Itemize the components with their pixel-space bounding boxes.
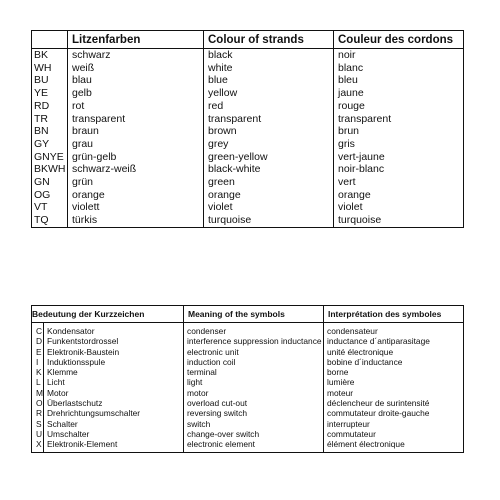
cell-german: violett — [68, 201, 204, 214]
strand-table-row — [32, 74, 464, 87]
cell-german: transparent — [68, 113, 204, 126]
symbol-table-row — [32, 357, 464, 367]
symbol-table-row — [32, 367, 464, 377]
strand-table-row — [32, 49, 464, 62]
cell-french: turquoise — [334, 214, 464, 227]
cell-english: turquoise — [204, 214, 334, 227]
strand-english-header: Colour of strands — [204, 31, 334, 49]
cell-english: change-over switch — [184, 429, 324, 439]
cell-french: blanc — [334, 62, 464, 75]
cell-german: braun — [68, 125, 204, 138]
cell-code: WH — [34, 61, 52, 74]
symbol-table-row — [32, 419, 464, 429]
symbol-table-row — [32, 388, 464, 398]
strand-german-header: Litzenfarben — [68, 31, 204, 49]
cell-english: green — [204, 176, 334, 189]
cell-french: condensateur — [324, 323, 464, 337]
strand-table-row — [32, 201, 464, 214]
cell-german: orange — [68, 189, 204, 202]
cell-german: Elektronik-Element — [44, 439, 184, 452]
cell-english: light — [184, 377, 324, 387]
cell-code: VT — [34, 201, 48, 214]
cell-french: jaune — [334, 87, 464, 100]
cell-english: interference suppression inductance — [184, 336, 324, 346]
cell-code: TQ — [34, 214, 49, 227]
symbol-german-header: Bedeutung der Kurzzeichen — [32, 306, 184, 323]
cell-french: élément électronique — [324, 439, 464, 452]
cell-english: blue — [204, 74, 334, 87]
cell-german: Funkentstordrossel — [44, 336, 184, 346]
cell-german: Elektronik-Baustein — [44, 347, 184, 357]
cell-french: commutateur — [324, 429, 464, 439]
symbol-table-row — [32, 439, 464, 452]
cell-english: terminal — [184, 367, 324, 377]
cell-code: GY — [34, 137, 50, 150]
symbol-table-row — [32, 377, 464, 387]
cell-code: RD — [34, 99, 50, 112]
symbol-table-row — [32, 336, 464, 346]
cell-german: türkis — [68, 214, 204, 227]
strand-table-body — [32, 49, 464, 228]
symbol-french-header: Interprétation des symboles — [324, 306, 464, 323]
cell-french: bobine d´inductance — [324, 357, 464, 367]
symbol-table-header-row — [32, 306, 464, 323]
cell-french: rouge — [334, 100, 464, 113]
cell-german: blau — [68, 74, 204, 87]
strand-table-header-row — [32, 31, 464, 49]
cell-french: inductance d´antiparasitage — [324, 336, 464, 346]
cell-german: rot — [68, 100, 204, 113]
symbol-table-row — [32, 408, 464, 418]
cell-code: GNYE — [34, 150, 64, 163]
cell-german: Licht — [44, 377, 184, 387]
cell-french: moteur — [324, 388, 464, 398]
symbol-meaning-table — [31, 305, 464, 453]
strand-table-row — [32, 176, 464, 189]
cell-english: black-white — [204, 163, 334, 176]
cell-french: brun — [334, 125, 464, 138]
cell-french: déclencheur de surintensité — [324, 398, 464, 408]
cell-english: reversing switch — [184, 408, 324, 418]
cell-german: grün-gelb — [68, 151, 204, 164]
cell-german: grau — [68, 138, 204, 151]
cell-german: Motor — [44, 388, 184, 398]
cell-code: U — [36, 428, 43, 439]
cell-code: O — [36, 398, 43, 409]
cell-german: Induktionsspule — [44, 357, 184, 367]
cell-french: orange — [334, 189, 464, 202]
cell-english: electronic unit — [184, 347, 324, 357]
cell-french: transparent — [334, 113, 464, 126]
cell-english: grey — [204, 138, 334, 151]
cell-english: motor — [184, 388, 324, 398]
strand-table-row — [32, 87, 464, 100]
symbol-table-row — [32, 323, 464, 337]
cell-english: white — [204, 62, 334, 75]
cell-french: vert-jaune — [334, 151, 464, 164]
cell-french: unité électronique — [324, 347, 464, 357]
cell-code: L — [36, 377, 41, 388]
cell-german: Überlastschutz — [44, 398, 184, 408]
symbol-table-row — [32, 429, 464, 439]
cell-german: grün — [68, 176, 204, 189]
cell-english: yellow — [204, 87, 334, 100]
cell-english: brown — [204, 125, 334, 138]
cell-french: commutateur droite-gauche — [324, 408, 464, 418]
cell-french: lumière — [324, 377, 464, 387]
strand-table-row — [32, 125, 464, 138]
cell-code: K — [36, 367, 42, 378]
symbol-english-header: Meaning of the symbols — [184, 306, 324, 323]
cell-english: switch — [184, 419, 324, 429]
cell-code: BKWH — [34, 163, 66, 176]
cell-german: Drehrichtungsumschalter — [44, 408, 184, 418]
cell-code: X — [36, 439, 42, 450]
symbol-table-row — [32, 347, 464, 357]
cell-english: red — [204, 100, 334, 113]
cell-code: BK — [34, 49, 49, 61]
cell-german: weiß — [68, 62, 204, 75]
cell-code: GN — [34, 176, 50, 189]
cell-french: gris — [334, 138, 464, 151]
cell-code: C — [36, 326, 43, 336]
strand-table-row — [32, 214, 464, 227]
cell-french: borne — [324, 367, 464, 377]
strand-table-row — [32, 151, 464, 164]
cell-english: overload cut-out — [184, 398, 324, 408]
cell-code: I — [36, 356, 39, 367]
cell-french: violet — [334, 201, 464, 214]
cell-german: Kondensator — [44, 323, 184, 337]
cell-german: Umschalter — [44, 429, 184, 439]
strand-table-row — [32, 189, 464, 202]
cell-english: induction coil — [184, 357, 324, 367]
strand-table-row — [32, 62, 464, 75]
strand-table-row — [32, 100, 464, 113]
cell-german: Schalter — [44, 419, 184, 429]
symbol-table-body — [32, 323, 464, 453]
cell-english: black — [204, 49, 334, 62]
cell-german: gelb — [68, 87, 204, 100]
cell-german: schwarz-weiß — [68, 163, 204, 176]
cell-code: R — [36, 408, 43, 419]
cell-english: orange — [204, 189, 334, 202]
strand-table-row — [32, 163, 464, 176]
cell-code: YE — [34, 87, 49, 100]
cell-code: M — [36, 387, 43, 398]
cell-english: transparent — [204, 113, 334, 126]
cell-code: BU — [34, 74, 49, 87]
cell-french: interrupteur — [324, 419, 464, 429]
cell-english: green-yellow — [204, 151, 334, 164]
cell-code: S — [36, 418, 42, 429]
cell-english: electronic element — [184, 439, 324, 452]
cell-german: schwarz — [68, 49, 204, 62]
cell-german: Klemme — [44, 367, 184, 377]
cell-english: violet — [204, 201, 334, 214]
strand-table-row — [32, 113, 464, 126]
cell-english: condenser — [184, 323, 324, 337]
cell-code: E — [36, 346, 42, 357]
cell-code: BN — [34, 125, 49, 138]
strand-french-header: Couleur des cordons — [334, 31, 464, 49]
cell-french: vert — [334, 176, 464, 189]
cell-code: D — [36, 336, 43, 347]
cell-french: noir — [334, 49, 464, 62]
cell-code: TR — [34, 112, 48, 125]
strand-code-header — [32, 31, 68, 49]
strand-colour-table — [31, 30, 464, 228]
strand-table-row — [32, 138, 464, 151]
cell-french: noir-blanc — [334, 163, 464, 176]
cell-code: OG — [34, 188, 51, 201]
symbol-table-row — [32, 398, 464, 408]
cell-french: bleu — [334, 74, 464, 87]
